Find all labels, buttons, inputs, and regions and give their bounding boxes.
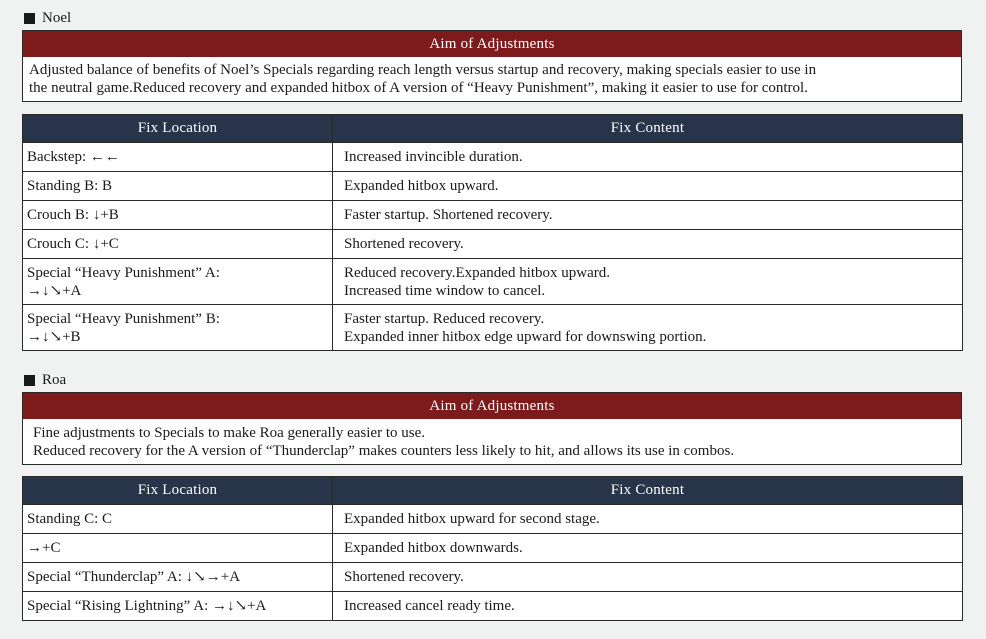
fix-content-cell <box>333 534 963 563</box>
section-title-noel <box>24 9 71 27</box>
aim-header: Aim of Adjustments <box>23 31 961 57</box>
table-row <box>23 143 963 172</box>
fix-location-text: Backstep: ←← <box>27 149 120 165</box>
aim-box-noel <box>22 30 962 102</box>
fix-location-cell <box>23 592 333 621</box>
table-header-row <box>23 477 963 505</box>
header-fix-location: Fix Location <box>23 115 333 143</box>
header-fix-content: Fix Content <box>333 477 963 505</box>
section-title-text: Roa <box>42 372 67 388</box>
header-fix-content: Fix Content <box>333 115 963 143</box>
fix-content-text: Shortened recovery. <box>344 236 464 252</box>
header-fix-location: Fix Location <box>23 477 333 505</box>
aim-line: Adjusted balance of benefits of Noel’s Specials regarding reach length versus startup and recovery, making specials easier to use in <box>29 62 817 78</box>
fix-content-cell <box>333 505 963 534</box>
fix-content-text: Increased cancel ready time. <box>344 598 515 614</box>
fix-location-text: Special “Heavy Punishment” B: <box>27 310 220 327</box>
fix-location-command: →↓↘+B <box>27 328 81 345</box>
section-title-text: Noel <box>42 10 72 26</box>
aim-header: Aim of Adjustments <box>23 393 961 419</box>
aim-line: Reduced recovery for the A version of “Thunderclap” makes counters less likely to hit, and allows its use in combos. <box>33 443 735 459</box>
fix-content-text: Reduced recovery.Expanded hitbox upward. <box>344 264 611 281</box>
table-row <box>23 592 963 621</box>
section-title-roa <box>24 371 66 389</box>
fix-location-cell <box>23 505 333 534</box>
aim-line: the neutral game.Reduced recovery and expanded hitbox of A version of “Heavy Punishment”, making it easier to use for control. <box>29 80 808 96</box>
table-row <box>23 259 963 305</box>
fix-location-cell <box>23 259 333 305</box>
fix-location-cell <box>23 201 333 230</box>
fix-content-text: Increased invincible duration. <box>344 149 523 165</box>
table-row <box>23 305 963 351</box>
fix-content-text: Expanded hitbox downwards. <box>344 540 523 556</box>
fix-content-text: Expanded hitbox upward for second stage. <box>344 511 600 527</box>
fix-location-cell <box>23 534 333 563</box>
fix-content-text: Shortened recovery. <box>344 569 464 585</box>
table-row <box>23 563 963 592</box>
fix-content-text: Expanded hitbox upward. <box>344 178 499 194</box>
table-row <box>23 172 963 201</box>
fix-location-text: →+C <box>27 540 61 556</box>
fix-location-text: Special “Rising Lightning” A: →↓↘+A <box>27 598 267 614</box>
fix-content-text: Increased time window to cancel. <box>344 282 546 299</box>
square-bullet-icon <box>24 13 35 24</box>
fix-location-cell <box>23 172 333 201</box>
fix-location-command: →↓↘+A <box>27 282 82 299</box>
aim-box-roa <box>22 392 962 465</box>
table-row <box>23 534 963 563</box>
fix-content-cell <box>333 259 963 305</box>
fix-content-cell <box>333 201 963 230</box>
table-row <box>23 201 963 230</box>
square-bullet-icon <box>24 375 35 386</box>
fix-location-cell <box>23 305 333 351</box>
table-row <box>23 230 963 259</box>
fix-location-text: Crouch B: ↓+B <box>27 207 119 223</box>
fix-location-cell <box>23 230 333 259</box>
fix-location-text: Standing B: B <box>27 178 113 194</box>
fix-table-noel <box>22 114 963 351</box>
fix-content-cell <box>333 172 963 201</box>
table-row <box>23 505 963 534</box>
fix-content-cell <box>333 563 963 592</box>
aim-line: Fine adjustments to Specials to make Roa generally easier to use. <box>33 425 425 441</box>
fix-content-cell <box>333 143 963 172</box>
fix-location-text: Crouch C: ↓+C <box>27 236 119 252</box>
fix-content-text: Expanded inner hitbox edge upward for downswing portion. <box>344 328 707 345</box>
fix-location-text: Standing C: C <box>27 511 113 527</box>
fix-location-text: Special “Thunderclap” A: ↓↘→+A <box>27 569 241 585</box>
fix-content-cell <box>333 592 963 621</box>
fix-content-text: Faster startup. Reduced recovery. <box>344 310 545 327</box>
table-header-row <box>23 115 963 143</box>
fix-content-text: Faster startup. Shortened recovery. <box>344 207 553 223</box>
fix-location-cell <box>23 143 333 172</box>
aim-body <box>23 419 961 463</box>
aim-body <box>23 57 961 100</box>
fix-table-roa <box>22 476 963 621</box>
fix-content-cell <box>333 305 963 351</box>
fix-location-cell <box>23 563 333 592</box>
fix-content-cell <box>333 230 963 259</box>
fix-location-text: Special “Heavy Punishment” A: <box>27 264 220 281</box>
